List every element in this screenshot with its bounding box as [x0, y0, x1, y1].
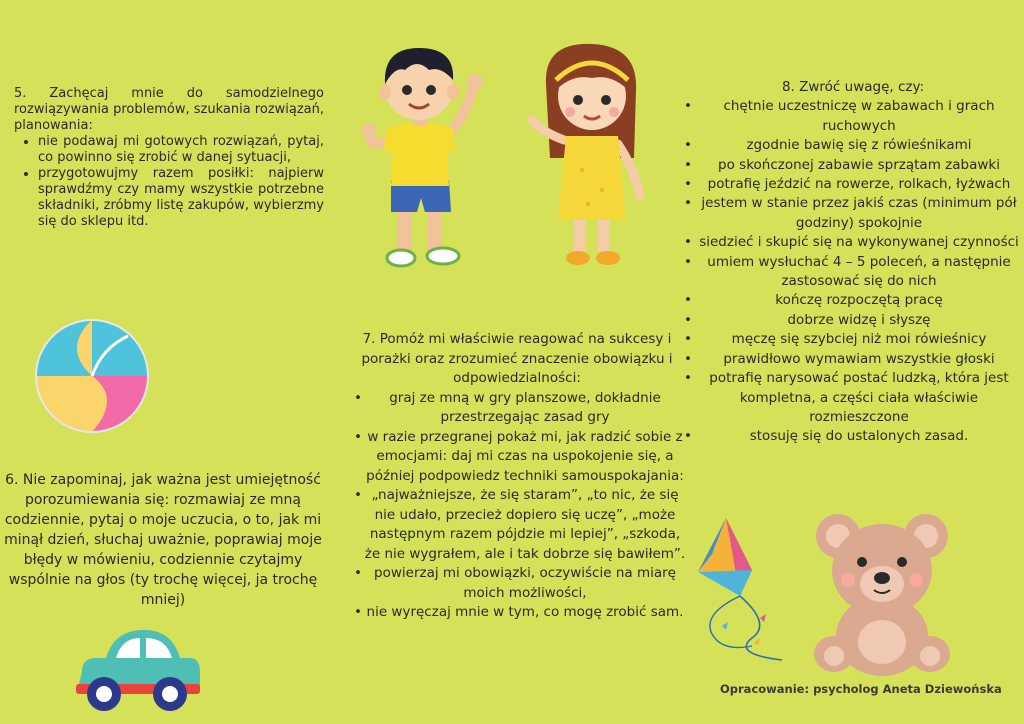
kite-icon — [692, 514, 802, 664]
list-item: • kończę rozpoczętą pracę — [682, 291, 1024, 310]
list-item: • dobrze widzę i słyszę — [682, 311, 1024, 330]
list-item: • potrafię narysować postać ludzką, która jest kompletna, a części ciała właściwie rozmieszczone — [682, 369, 1024, 427]
list-item: • powierzaj mi obowiązki, oczywiście na miarę moich możliwości, — [348, 564, 686, 603]
list-item: • nie podawaj mi gotowych rozwiązań, pytaj, co powinno się zrobić w danej sytuacji, — [38, 134, 324, 166]
list-item: • przygotowujmy razem posiłki: najpierw sprawdźmy czy mamy wszystkie potrzebne składniki, zróbmy listę zakupów, wybierzmy się do sklepu itd. — [38, 166, 324, 230]
beach-ball-icon — [32, 318, 152, 434]
section-6: 6. Nie zapominaj, jak ważna jest umiejętność porozumiewania się: rozmawiaj ze mną codziennie, pytaj o moje uczucia, o to, jak mi minął dzień, słuchaj uważnie, poprawiaj moje błędy w mówieniu, codziennie czytajmy wspólnie na głos (ty trochę więcej, ja trochę mniej) — [4, 472, 322, 608]
list-item: • siedzieć i skupić się na wykonywanej czynności — [682, 233, 1024, 252]
section-7-heading: 7. Pomóż mi właściwie reagować na sukcesy i porażki oraz zrozumieć znaczenie obowiązku i odpowiedzialności: — [361, 331, 673, 386]
section-5-heading: 5. Zachęcaj mnie do samodzielnego rozwiązywania problemów, szukania rozwiązań, planowania: — [14, 86, 325, 133]
list-item: • graj ze mną w gry planszowe, dokładnie przestrzegając zasad gry — [348, 389, 686, 428]
list-item: • umiem wysłuchać 4 – 5 poleceń, a następnie zastosować się do nich — [682, 253, 1024, 292]
section-5 — [14, 86, 324, 230]
credit-line: Opracowanie: psycholog Aneta Dziewońska — [720, 682, 1002, 696]
list-item: • potrafię jeździć na rowerze, rolkach, łyżwach — [682, 175, 1024, 194]
list-item: • po skończonej zabawie sprzątam zabawki — [682, 156, 1024, 175]
section-8 — [682, 78, 1024, 447]
list-item: • stosuję się do ustalonych zasad. — [682, 427, 1024, 446]
list-item: • nie wyręczaj mnie w tym, co mogę zrobić sam. — [348, 603, 686, 623]
section-5-list — [14, 134, 324, 230]
section-8-list — [682, 97, 1024, 446]
boy-icon — [355, 40, 485, 272]
list-item: • prawidłowo wymawiam wszystkie głoski — [682, 350, 1024, 369]
list-item: • „najważniejsze, że się staram”, „to nic, że się nie udało, przecież dopiero się uczę”, „może następnym razem pójdzie mi lepiej”, „szkoda, że nie wygrałem, ale i tak dobrze się bawiłem”. — [348, 486, 686, 564]
girl-icon — [522, 40, 652, 272]
teddy-bear-icon — [808, 504, 958, 676]
list-item: • w razie przegranej pokaż mi, jak radzić sobie z emocjami: daj mi czas na uspokojenie się, a później podpowiedz techniki samouspokajania: — [348, 428, 686, 487]
section-7-list — [348, 389, 686, 623]
list-item: • chętnie uczestniczę w zabawach i grach ruchowych — [682, 97, 1024, 136]
toy-car-icon — [72, 622, 204, 714]
list-item: • męczę się szybciej niż moi rówieśnicy — [682, 330, 1024, 349]
list-item: • jestem w stanie przez jakiś czas (minimum pół godziny) spokojnie — [682, 194, 1024, 233]
list-item: • zgodnie bawię się z rówieśnikami — [682, 136, 1024, 155]
section-8-heading: 8. Zwróć uwagę, czy: — [781, 79, 925, 95]
section-7 — [348, 330, 686, 623]
